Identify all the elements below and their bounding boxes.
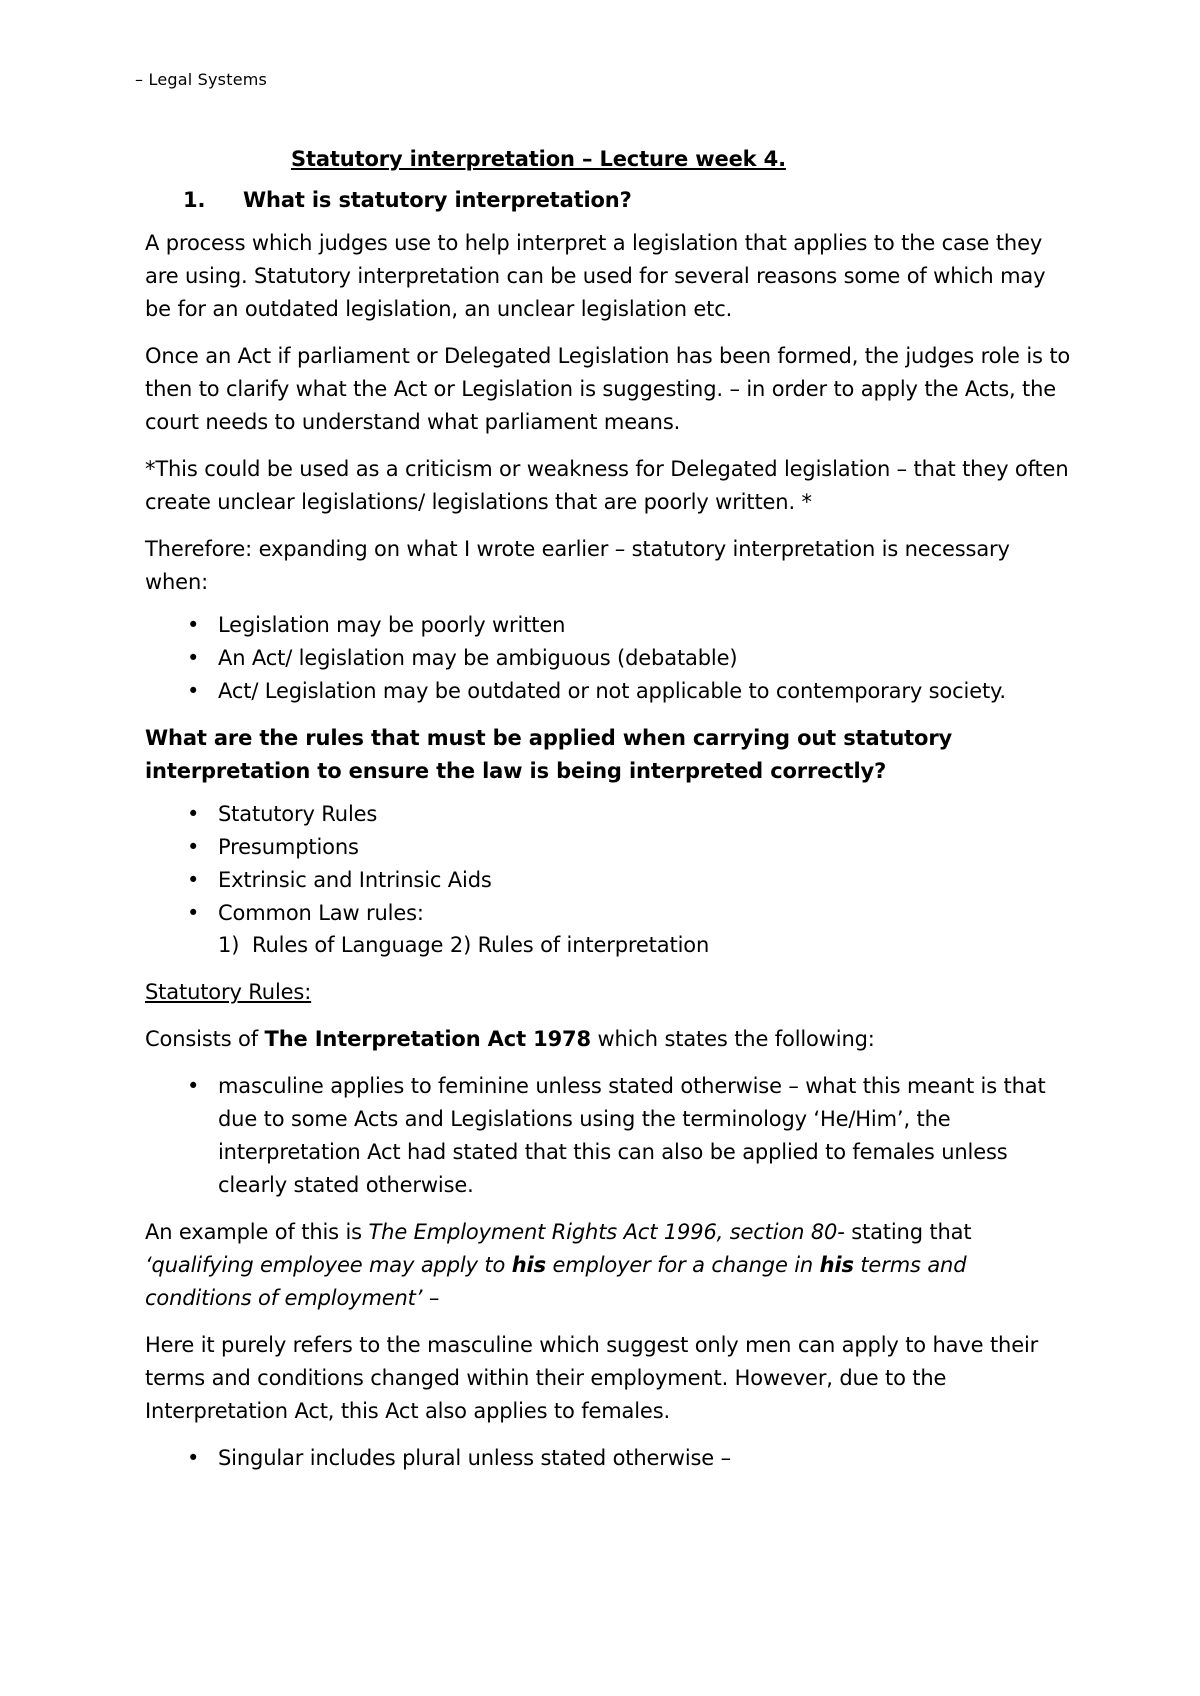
- example-quote-2: employer for a change in: [545, 1253, 820, 1277]
- paragraph-judges-role: Once an Act if parliament or Delegated Legislation has been formed, the judges role is to then to clarify what the Act or Legislation is suggesting. – in order to apply the Acts, the court needs to understand what parliament means.: [145, 344, 1071, 434]
- list-item: • Presumptions: [145, 831, 1075, 864]
- example-pre: An example of this is: [145, 1220, 369, 1244]
- interpretation-act-name: The Interpretation Act 1978: [264, 1027, 591, 1051]
- list-item: • Common Law rules:: [145, 897, 1075, 930]
- list-item: • masculine applies to feminine unless stated otherwise – what this meant is that due to some Acts and Legislations using the terminology ‘He/Him’, the interpretation Act had stated that this can also be applied to females unless clearly stated otherwise.: [145, 1070, 1075, 1202]
- list-item: • An Act/ legislation may be ambiguous (debatable): [145, 642, 1075, 675]
- document-title: Statutory interpretation – Lecture week 4.: [291, 147, 786, 171]
- list-item: • Extrinsic and Intrinsic Aids: [145, 864, 1075, 897]
- bullet-list-singular: [145, 1442, 1075, 1475]
- list-item: • Act/ Legislation may be outdated or not applicable to contemporary society.: [145, 675, 1075, 708]
- example-mid: stating that: [844, 1220, 972, 1244]
- consists-pre: Consists of: [145, 1027, 265, 1051]
- section-heading-text: What is statutory interpretation?: [243, 188, 632, 212]
- paragraph-masculine-explanation: Here it purely refers to the masculine which suggest only men can apply to have their terms and conditions changed within their employment. However, due to the Interpretation Act, this Act also applies to females.: [145, 1333, 1039, 1423]
- paragraph-example: [145, 1216, 1075, 1315]
- bullet-list-masculine: [145, 1070, 1075, 1202]
- example-his-2: his: [819, 1253, 854, 1277]
- rules-question: What are the rules that must be applied when carrying out statutory interpretation to ensure the law is being interpreted correctly?: [145, 726, 953, 783]
- example-post: –: [422, 1286, 440, 1310]
- example-quote-1: ‘qualifying employee may apply to: [145, 1253, 512, 1277]
- paragraph-therefore: Therefore: expanding on what I wrote earlier – statutory interpretation is necessary when:: [145, 537, 1010, 594]
- sub-numbered-text: Rules of Language 2) Rules of interpretation: [252, 933, 710, 957]
- paragraph-criticism: *This could be used as a criticism or weakness for Delegated legislation – that they often create unclear legislations/ legislations that are poorly written. *: [145, 457, 1069, 514]
- statutory-rules-heading: Statutory Rules:: [145, 980, 312, 1004]
- consists-post: which states the following:: [590, 1027, 875, 1051]
- section-heading-1: [145, 184, 1075, 217]
- section-number: 1.: [183, 188, 206, 212]
- example-quote-3: terms and conditions of employment’: [145, 1253, 967, 1310]
- page-header: – Legal Systems: [135, 70, 268, 89]
- bullet-list-rules: [145, 798, 1075, 930]
- paragraph-definition: A process which judges use to help interpret a legislation that applies to the case they are using. Statutory interpretation can be used for several reasons some of which may be for an outdated legislation, an unclear legislation etc.: [145, 231, 1046, 321]
- paragraph-consists: [145, 1023, 1075, 1056]
- document-body: [145, 143, 1075, 1489]
- sub-numbered-item: [145, 929, 1075, 962]
- example-act: The Employment Rights Act 1996, section 80-: [368, 1220, 845, 1244]
- sub-number: 1): [218, 933, 240, 957]
- example-his-1: his: [511, 1253, 546, 1277]
- bullet-list-reasons: [145, 609, 1075, 708]
- list-item: • Singular includes plural unless stated otherwise –: [145, 1442, 1075, 1475]
- list-item: • Legislation may be poorly written: [145, 609, 1075, 642]
- list-item: • Statutory Rules: [145, 798, 1075, 831]
